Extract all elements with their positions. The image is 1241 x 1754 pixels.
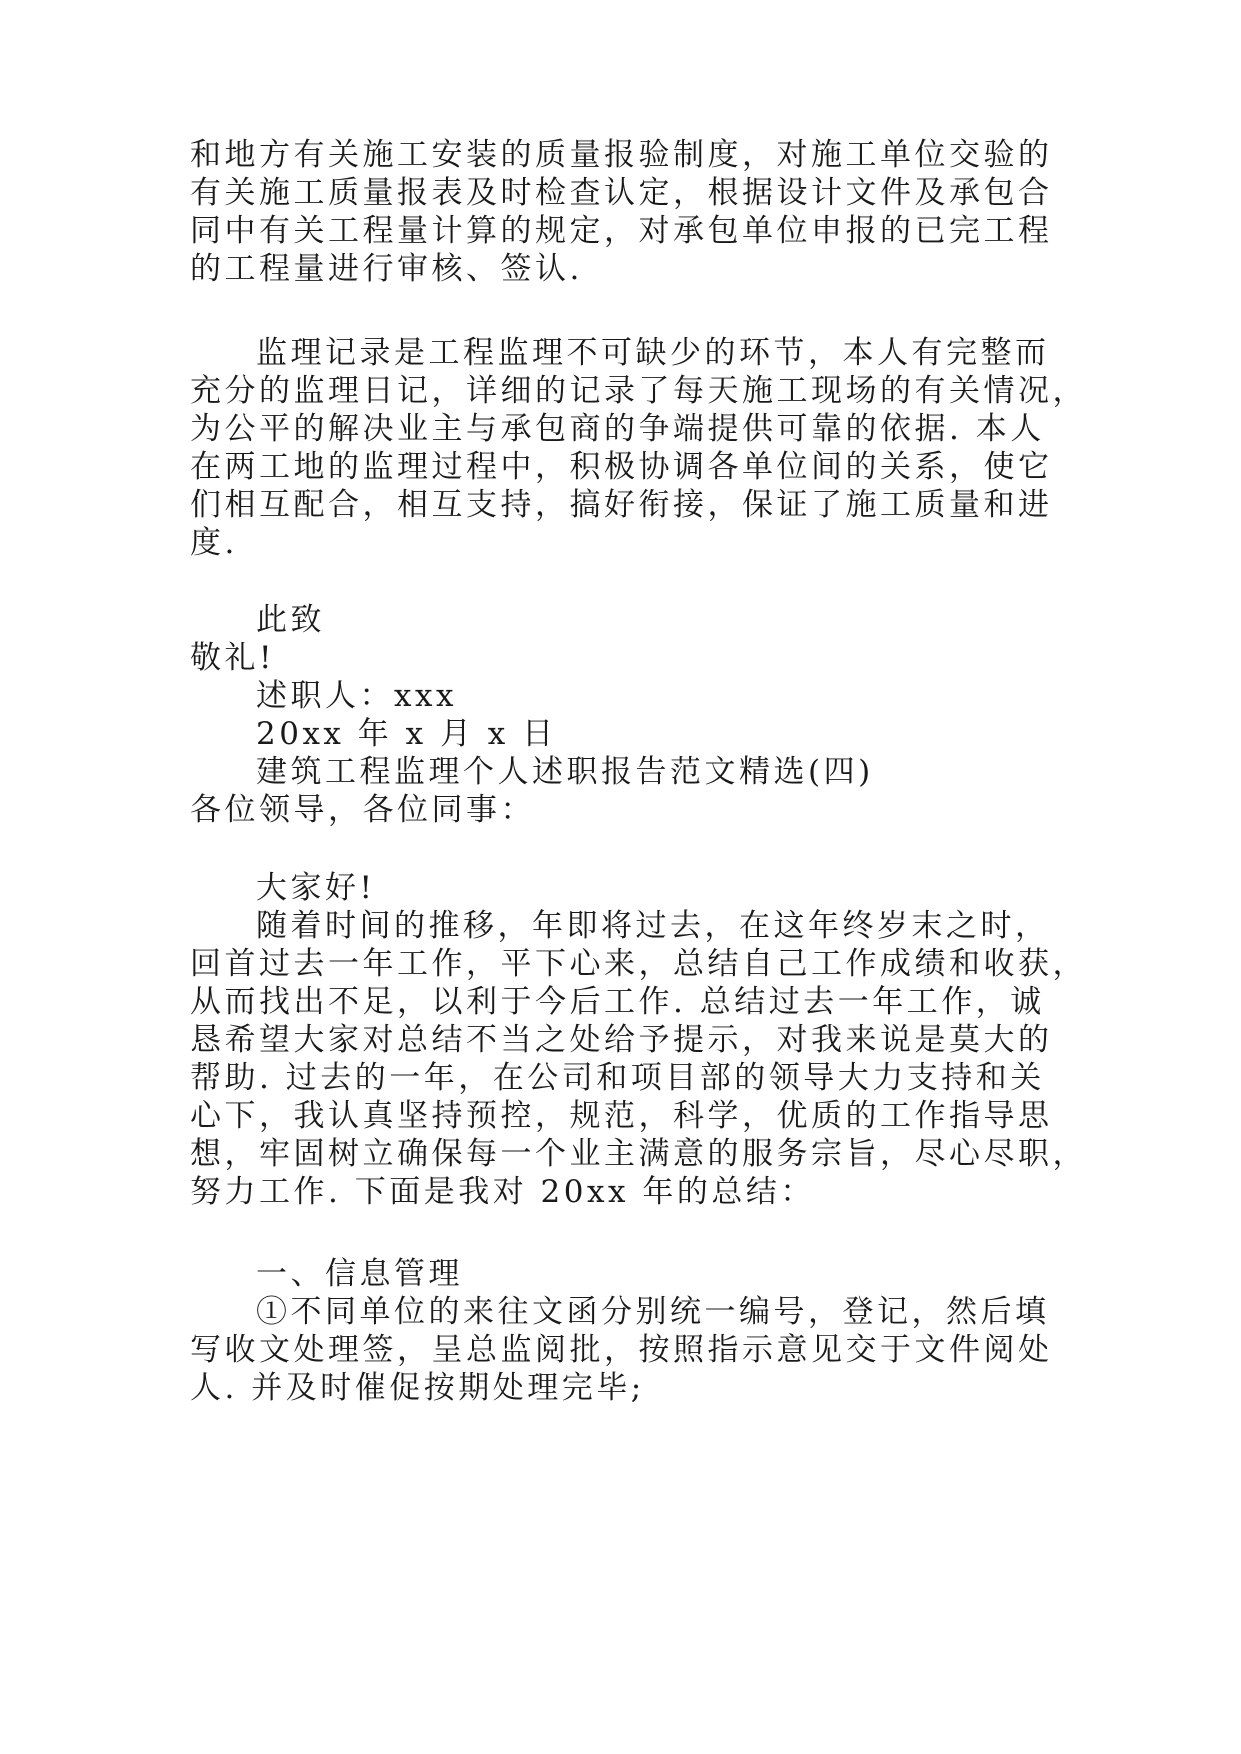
body-text-line: 们相互配合，相互支持，搞好衔接，保证了施工质量和进: [190, 487, 1053, 523]
body-text-line: 的工程量进行审核、签认.: [190, 251, 583, 287]
body-text-line: 随着时间的推移，年即将过去，在这年终岁末之时，: [256, 908, 1050, 944]
body-text-line: 监理记录是工程监理不可缺少的环节，本人有完整而: [256, 335, 1050, 371]
section-title: 建筑工程监理个人述职报告范文精选(四): [256, 754, 874, 790]
body-text-line: 恳希望大家对总结不当之处给予提示，对我来说是莫大的: [190, 1022, 1053, 1058]
body-text-line: ①不同单位的来往文函分别统一编号，登记，然后填: [256, 1294, 1050, 1330]
body-text-line: 想，牢固树立确保每一个业主满意的服务宗旨，尽心尽职，: [190, 1136, 1087, 1172]
author-line: 述职人：xxx: [256, 678, 457, 714]
body-text-line: 为公平的解决业主与承包商的争端提供可靠的依据. 本人: [190, 411, 1045, 447]
body-text-line: 回首过去一年工作，平下心来，总结自己工作成绩和收获，: [190, 946, 1087, 982]
date-line: 20xx 年 x 月 x 日: [256, 716, 557, 752]
body-text-line: 人. 并及时催促按期处理完毕;: [190, 1370, 645, 1406]
body-text-line: 写收文处理签，呈总监阅批，按照指示意见交于文件阅处: [190, 1332, 1053, 1368]
closing-jingli: 敬礼!: [190, 640, 275, 676]
body-text-line: 充分的监理日记，详细的记录了每天施工现场的有关情况，: [190, 373, 1087, 409]
closing-cizhi: 此致: [256, 602, 325, 638]
body-text-line: 心下，我认真坚持预控，规范，科学，优质的工作指导思: [190, 1098, 1053, 1134]
body-text-line: 有关施工质量报表及时检查认定，根据设计文件及承包合: [190, 175, 1053, 211]
body-text-line: 帮助. 过去的一年，在公司和项目部的领导大力支持和关: [190, 1060, 1045, 1096]
body-text-line: 从而找出不足，以利于今后工作. 总结过去一年工作，诚: [190, 984, 1045, 1020]
body-text-line: 和地方有关施工安装的质量报验制度，对施工单位交验的: [190, 137, 1053, 173]
body-text-line: 同中有关工程量计算的规定，对承包单位申报的已完工程: [190, 213, 1053, 249]
salutation: 各位领导，各位同事：: [190, 792, 535, 828]
body-text-line: 在两工地的监理过程中，积极协调各单位间的关系，使它: [190, 449, 1053, 485]
section-heading: 一、信息管理: [256, 1256, 463, 1292]
body-text-line: 努力工作. 下面是我对 20xx 年的总结：: [190, 1174, 815, 1210]
body-text-line: 度.: [190, 525, 238, 561]
greeting: 大家好!: [256, 870, 376, 906]
